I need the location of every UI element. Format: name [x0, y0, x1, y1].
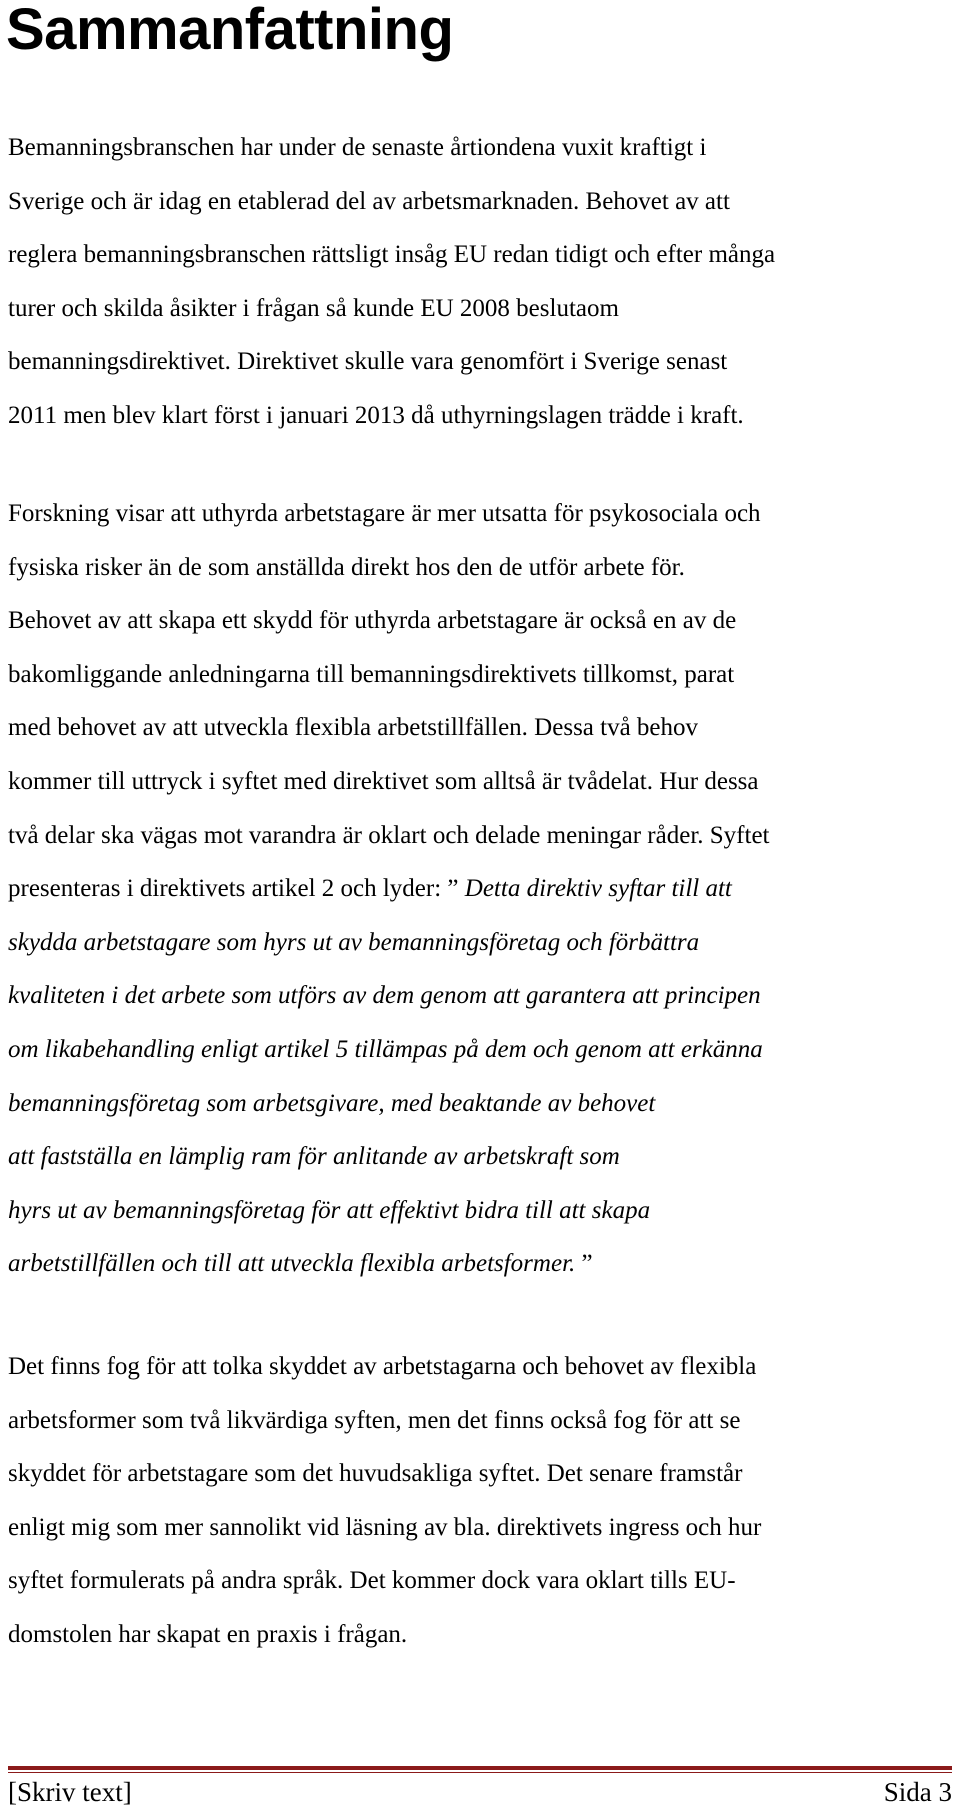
quoted-text: arbetstillfällen och till att utveckla flexibla arbetsformer.: [8, 1250, 576, 1278]
text-line: Sverige och är idag en etablerad del av arbetsmarknaden. Behovet av att: [8, 187, 730, 215]
text-line: reglera bemanningsbranschen rättsligt insåg EU redan tidigt och efter många: [8, 241, 776, 269]
text-line: enligt mig som mer sannolikt vid läsning av bla. direktivets ingress och hur: [8, 1513, 762, 1541]
text-line: domstolen har skapat en praxis i frågan.: [8, 1620, 408, 1648]
quoted-text: Detta direktiv syftar till att: [464, 875, 732, 903]
text-line: bakomliggande anledningarna till bemanningsdirektivets tillkomst, parat: [8, 660, 735, 688]
text-line: arbetsformer som två likvärdiga syften, men det finns också fog för att se: [8, 1406, 741, 1434]
text-line: Behovet av att skapa ett skydd för uthyrda arbetstagare är också en av de: [8, 607, 737, 635]
text-line: [8, 862, 952, 916]
text-line: syftet formulerats på andra språk. Det kommer dock vara oklart tills EU-: [8, 1567, 736, 1595]
quoted-text: att fastställa en lämplig ram för anlitande av arbetskraft som: [8, 1143, 620, 1171]
text-line: med behovet av att utveckla flexibla arbetstillfällen. Dessa två behov: [8, 714, 699, 742]
text-line: Det finns fog för att tolka skyddet av arbetstagarna och behovet av flexibla: [8, 1353, 757, 1380]
text-line: 2011 men blev klart först i januari 2013 då uthyrningslagen trädde i kraft.: [8, 401, 744, 429]
quoted-text: skydda arbetstagare som hyrs ut av bemanningsföretag och förbättra: [8, 928, 700, 956]
text-line: [8, 1237, 952, 1291]
text-line: turer och skilda åsikter i frågan så kunde EU 2008 beslutaom: [8, 294, 619, 322]
paragraph-research: [8, 487, 952, 1291]
paragraph-conclusion: [8, 1340, 952, 1662]
page-number: Sida 3: [883, 1777, 952, 1807]
footer-divider: [8, 1766, 952, 1770]
text-line: Forskning visar att uthyrda arbetstagare är mer utsatta för psykosociala och: [8, 500, 761, 527]
paragraph-intro: [8, 121, 952, 443]
quote-intro: presenteras i direktivets artikel 2 och lyder: ”: [8, 875, 465, 903]
closing-quote: ”: [581, 1250, 593, 1278]
text-line: skyddet för arbetstagare som det huvudsakliga syftet. Det senare framstår: [8, 1460, 743, 1488]
page-heading: Sammanfattning: [6, 0, 454, 62]
quoted-text: hyrs ut av bemanningsföretag för att effektivt bidra till att skapa: [8, 1196, 651, 1224]
text-line: bemanningsdirektivet. Direktivet skulle vara genomfört i Sverige senast: [8, 348, 728, 376]
text-line: kommer till uttryck i syftet med direktivet som alltså är tvådelat. Hur dessa: [8, 767, 759, 795]
footer-placeholder-text: [Skriv text]: [8, 1777, 132, 1807]
footer-divider-thin: [8, 1772, 952, 1773]
text-line: två delar ska vägas mot varandra är oklart och delade meningar råder. Syftet: [8, 821, 770, 849]
text-line: fysiska risker än de som anställda direkt hos den de utför arbete för.: [8, 553, 685, 581]
quoted-text: om likabehandling enligt artikel 5 tillämpas på dem och genom att erkänna: [8, 1035, 763, 1063]
quoted-text: kvaliteten i det arbete som utförs av dem genom att garantera att principen: [8, 982, 761, 1010]
quoted-text: bemanningsföretag som arbetsgivare, med beaktande av behovet: [8, 1089, 656, 1117]
text-line: Bemanningsbranschen har under de senaste årtiondena vuxit kraftigt i: [8, 134, 707, 161]
